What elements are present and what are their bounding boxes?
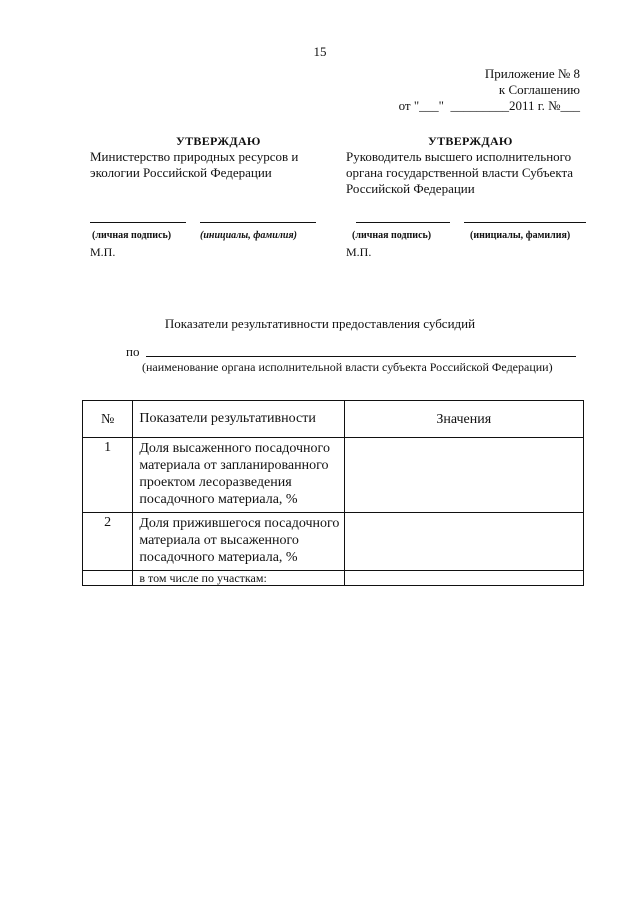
table-row	[83, 438, 584, 513]
header-values: Значения	[344, 401, 583, 438]
approve-right-title: УТВЕРЖДАЮ	[428, 134, 513, 148]
po-label: по	[126, 344, 140, 359]
left-signature-caption: (личная подпись)	[92, 230, 172, 241]
approve-left-line-2: экологии Российской Федерации	[90, 165, 272, 180]
table-row	[83, 513, 584, 571]
right-stamp-label: М.П.	[346, 245, 372, 259]
document-title: Показатели результативности предоставления субсидий	[164, 316, 476, 331]
left-signature-line	[90, 222, 186, 223]
row-number	[83, 571, 133, 586]
approve-left-title: УТВЕРЖДАЮ	[176, 134, 261, 148]
header-indicators: Показатели результативности	[133, 401, 344, 438]
approve-left-org	[90, 149, 298, 181]
header-number: №	[83, 401, 133, 438]
row-indicator-text: Доля высаженного посадочного материала от запланированного проектом лесоразведения посадочного материала, %	[133, 438, 344, 513]
po-caption: (наименование органа исполнительной власти субъекта Российской Федерации)	[142, 360, 553, 374]
indicators-table	[82, 400, 584, 586]
right-signature-caption: (личная подпись)	[352, 230, 432, 241]
row-value	[344, 571, 583, 586]
left-name-caption: (инициалы, фамилия)	[200, 230, 297, 241]
row-number: 1	[83, 438, 133, 513]
row-indicator-text: Доля прижившегося посадочного материала от высаженного посадочного материала, %	[133, 513, 344, 571]
approve-right-line-1: Руководитель высшего исполнительного	[346, 149, 572, 164]
right-signature-line	[356, 222, 450, 223]
appendix-line-2: к Соглашению	[498, 82, 580, 97]
table-row	[83, 571, 584, 586]
row-value	[344, 513, 583, 571]
po-underline	[146, 356, 576, 357]
right-name-caption: (инициалы, фамилия)	[470, 230, 571, 241]
approve-right-line-2: органа государственной власти Субъекта	[346, 165, 574, 180]
approve-right-org	[346, 149, 573, 197]
row-number: 2	[83, 513, 133, 571]
approve-left-line-1: Министерство природных ресурсов и	[90, 149, 299, 164]
appendix-line-1: Приложение № 8	[484, 66, 580, 81]
left-name-line	[200, 222, 316, 223]
appendix-line-3: от "___" _________2011 г. №___	[398, 98, 580, 113]
page-number: 15	[313, 44, 327, 59]
approve-right-line-3: Российской Федерации	[346, 181, 475, 196]
row-indicator-text: в том числе по участкам:	[133, 571, 344, 586]
right-name-line	[464, 222, 586, 223]
appendix-header	[399, 66, 580, 114]
table-header-row	[83, 401, 584, 438]
row-value	[344, 438, 583, 513]
left-stamp-label: М.П.	[90, 245, 116, 259]
